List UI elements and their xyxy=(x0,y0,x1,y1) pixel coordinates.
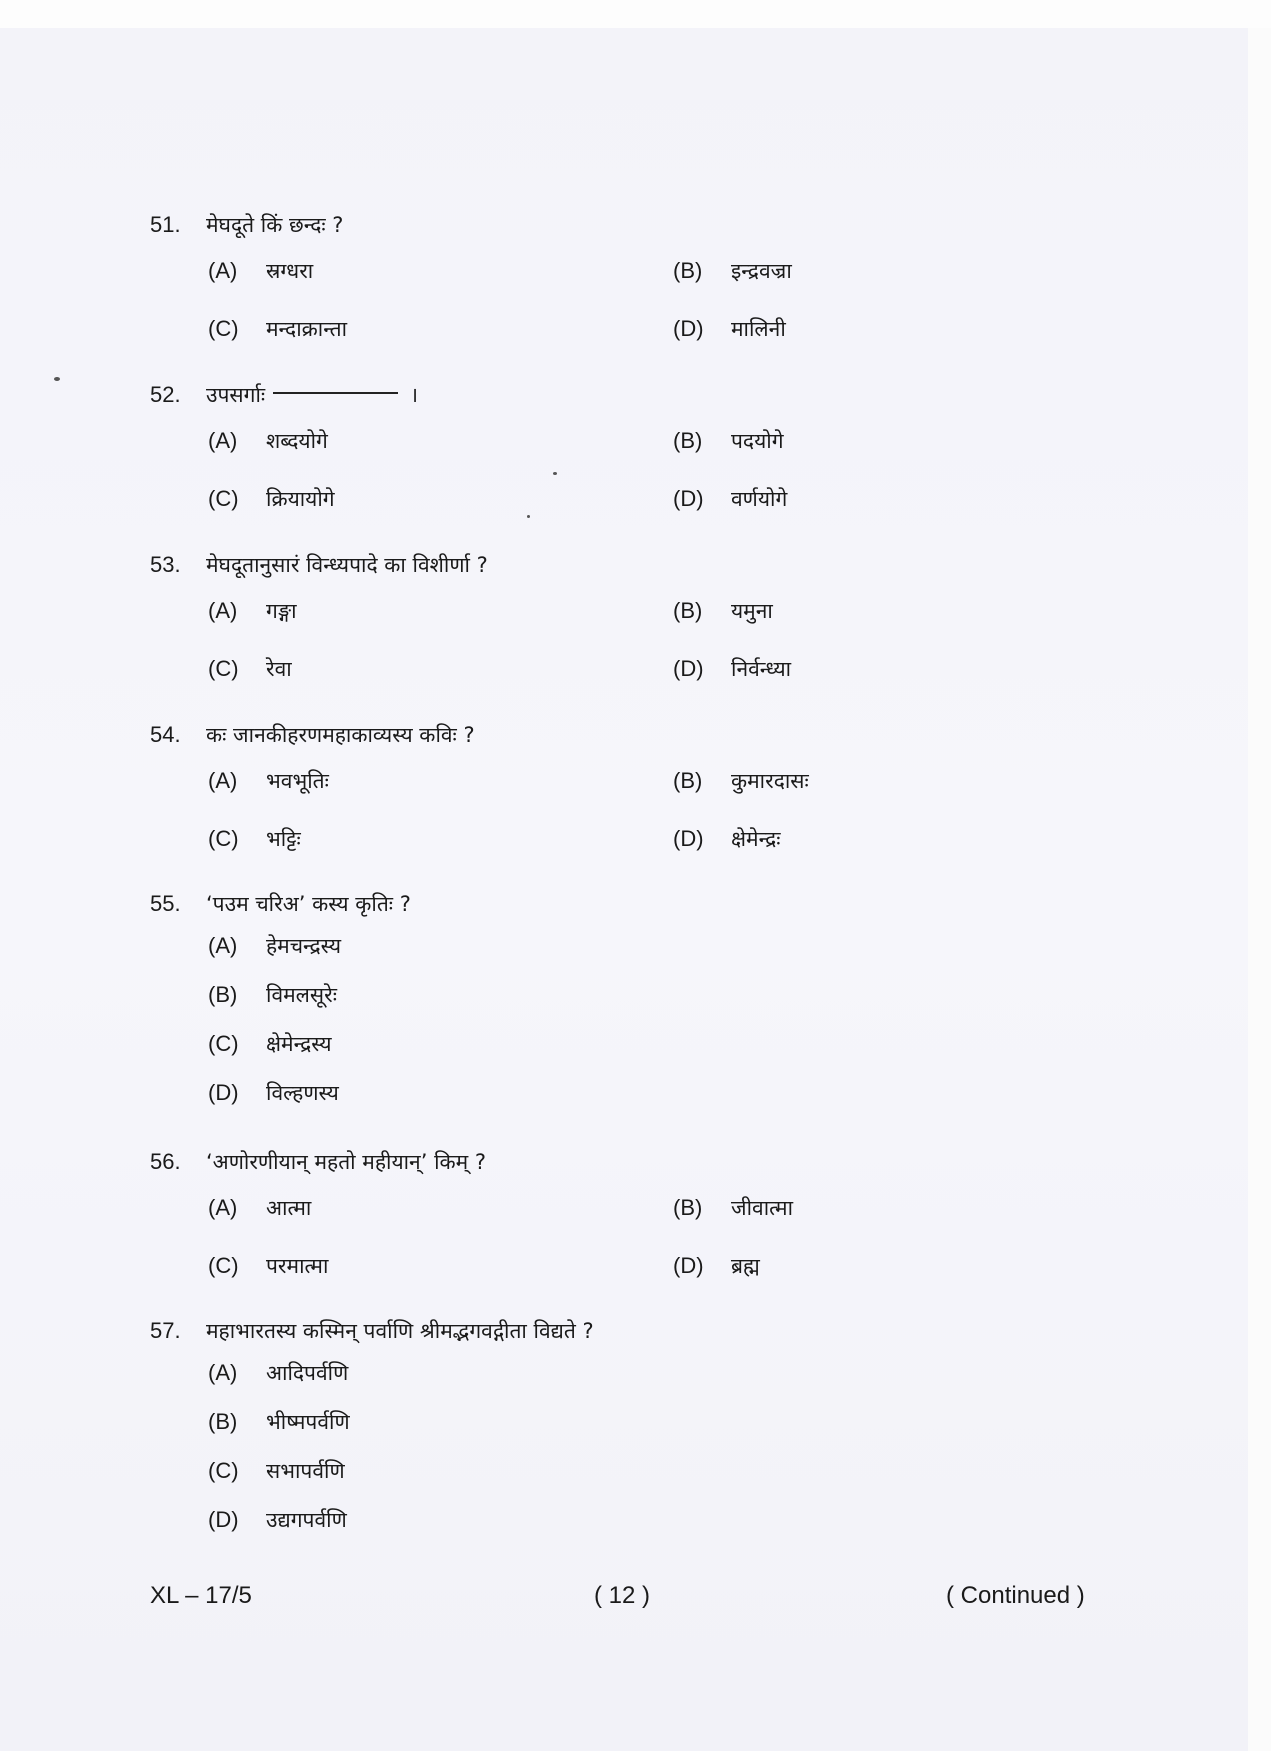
paper-code: XL – 17/5 xyxy=(150,1582,252,1609)
option-b xyxy=(673,1193,793,1223)
question-text: महाभारतस्य कस्मिन् पर्वाणि श्रीमद्भगवद्गीता विद्यते ? xyxy=(206,1319,594,1343)
option-text: सभापर्वणि xyxy=(266,1459,345,1483)
option-d xyxy=(208,1505,1150,1554)
option-text: रेवा xyxy=(266,657,292,681)
option-a xyxy=(208,426,328,456)
option-b xyxy=(673,256,792,286)
option-label: (D) xyxy=(673,1253,704,1278)
option-c xyxy=(208,1029,1150,1078)
option-text: मन्दाक्रान्ता xyxy=(266,317,348,341)
option-label: (D) xyxy=(673,486,704,511)
option-label: (A) xyxy=(208,1360,238,1385)
question-text-end: । xyxy=(410,383,419,407)
option-a xyxy=(208,596,297,626)
question-56 xyxy=(150,1147,1150,1311)
option-label: (B) xyxy=(673,768,703,793)
option-a xyxy=(208,931,1150,980)
option-label: (D) xyxy=(673,316,704,341)
question-text: मेघदूते किं छन्दः ? xyxy=(206,213,344,237)
option-d xyxy=(673,314,786,344)
question-number: 55. xyxy=(150,891,181,916)
option-text: क्षेमेन्द्रस्य xyxy=(266,1032,332,1056)
option-label: (B) xyxy=(673,258,703,283)
option-label: (A) xyxy=(208,598,238,623)
option-a xyxy=(208,766,329,796)
question-text: ‘पउम चरिअ’ कस्य कृतिः ? xyxy=(206,892,411,916)
scan-speck xyxy=(54,377,60,381)
page-number: ( 12 ) xyxy=(594,1582,651,1609)
option-label: (B) xyxy=(673,598,703,623)
question-number: 53. xyxy=(150,552,181,577)
option-c xyxy=(208,824,301,854)
option-text: हेमचन्द्रस्य xyxy=(266,934,342,958)
option-label: (C) xyxy=(208,316,239,341)
option-b xyxy=(673,426,784,456)
option-text: विमलसूरेः xyxy=(266,983,337,1007)
option-label: (A) xyxy=(208,933,238,958)
option-text: भीष्मपर्वणि xyxy=(266,1410,350,1434)
option-b xyxy=(208,980,1150,1029)
option-b xyxy=(673,596,773,626)
option-text: वर्णयोगे xyxy=(731,487,788,511)
question-text: कः जानकीहरणमहाकाव्यस्य कविः ? xyxy=(206,723,475,747)
option-label: (C) xyxy=(208,1031,239,1056)
option-b xyxy=(673,766,809,796)
scan-right-margin xyxy=(1248,28,1271,1751)
option-d xyxy=(673,654,791,684)
option-c xyxy=(208,654,292,684)
question-53 xyxy=(150,550,1150,714)
option-a xyxy=(208,256,313,286)
option-b xyxy=(208,1407,1150,1456)
option-label: (C) xyxy=(208,486,239,511)
option-label: (A) xyxy=(208,1195,238,1220)
option-label: (C) xyxy=(208,826,239,851)
question-number: 51. xyxy=(150,212,181,237)
option-label: (D) xyxy=(208,1080,239,1105)
option-text: जीवात्मा xyxy=(731,1196,794,1220)
question-57 xyxy=(150,1316,1150,1554)
option-text: भवभूतिः xyxy=(266,769,329,793)
option-text: निर्वन्ध्या xyxy=(731,657,792,681)
option-label: (D) xyxy=(208,1507,239,1532)
option-label: (C) xyxy=(208,656,239,681)
question-number: 57. xyxy=(150,1318,181,1343)
question-text xyxy=(206,380,418,410)
scan-top-margin xyxy=(0,0,1271,28)
option-c xyxy=(208,1456,1150,1505)
option-d xyxy=(673,824,781,854)
option-c xyxy=(208,314,347,344)
option-text: क्षेमेन्द्रः xyxy=(731,827,781,851)
option-text: स्रग्धरा xyxy=(266,259,314,283)
option-c xyxy=(208,484,335,514)
option-label: (D) xyxy=(673,656,704,681)
option-text: आदिपर्वणि xyxy=(266,1361,349,1385)
option-label: (C) xyxy=(208,1253,239,1278)
question-number: 52. xyxy=(150,382,181,407)
question-text-start: उपसर्गाः xyxy=(206,383,266,407)
option-text: आत्मा xyxy=(266,1196,312,1220)
option-text: भट्टिः xyxy=(266,827,301,851)
option-text: शब्दयोगे xyxy=(266,429,328,453)
question-text: मेघदूतानुसारं विन्ध्यपादे का विशीर्णा ? xyxy=(206,553,488,577)
option-text: गङ्गा xyxy=(266,599,297,623)
option-text: कुमारदासः xyxy=(731,769,809,793)
option-label: (D) xyxy=(673,826,704,851)
option-text: विल्हणस्य xyxy=(266,1081,339,1105)
option-text: मालिनी xyxy=(731,317,786,341)
continued-label: ( Continued ) xyxy=(946,1582,1085,1609)
option-label: (B) xyxy=(673,1195,703,1220)
question-52 xyxy=(150,380,1150,544)
option-text: क्रियायोगे xyxy=(266,487,335,511)
question-number: 56. xyxy=(150,1149,181,1174)
option-label: (C) xyxy=(208,1458,239,1483)
question-text: ‘अणोरणीयान् महतो महीयान्’ किम् ? xyxy=(206,1150,487,1174)
question-54 xyxy=(150,720,1150,884)
fill-in-blank xyxy=(273,392,398,394)
option-text: इन्द्रवज्रा xyxy=(731,259,792,283)
question-number: 54. xyxy=(150,722,181,747)
option-text: पदयोगे xyxy=(731,429,784,453)
option-d xyxy=(673,484,787,514)
option-text: उद्यगपर्वणि xyxy=(266,1508,347,1532)
option-label: (B) xyxy=(208,1409,238,1434)
option-d xyxy=(673,1251,760,1281)
option-text: परमात्मा xyxy=(266,1254,329,1278)
option-a xyxy=(208,1193,311,1223)
option-label: (B) xyxy=(673,428,703,453)
option-text: ब्रह्म xyxy=(731,1254,760,1278)
option-text: यमुना xyxy=(731,599,773,623)
option-a xyxy=(208,1358,1150,1407)
option-label: (B) xyxy=(208,982,238,1007)
question-51 xyxy=(150,210,1150,374)
option-d xyxy=(208,1078,1150,1127)
option-c xyxy=(208,1251,328,1281)
option-label: (A) xyxy=(208,428,238,453)
question-55 xyxy=(150,889,1150,1127)
option-label: (A) xyxy=(208,768,238,793)
option-label: (A) xyxy=(208,258,238,283)
